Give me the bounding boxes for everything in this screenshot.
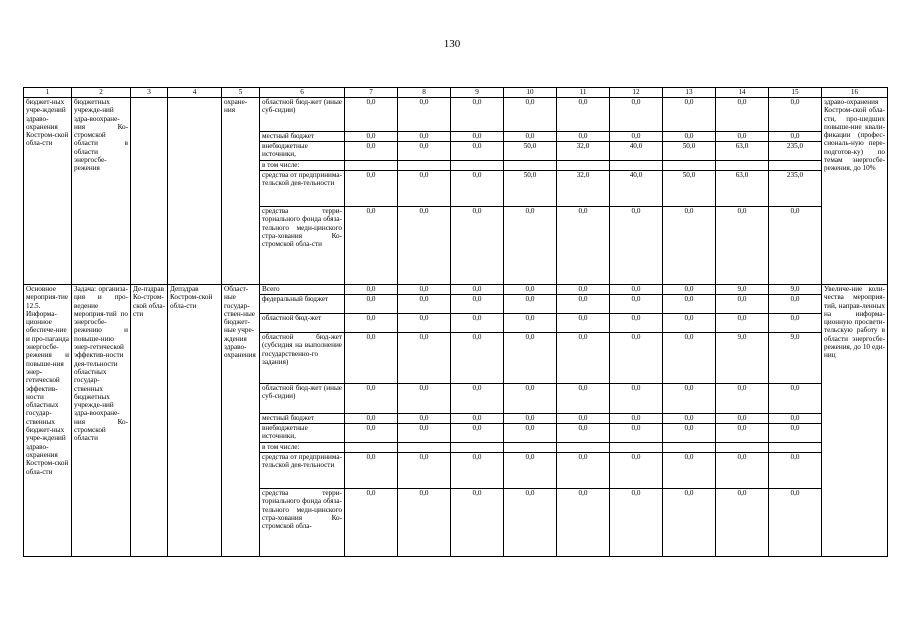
value-cell: 63,0	[716, 142, 769, 161]
value-cell: 0,0	[610, 384, 663, 414]
value-cell: 0,0	[451, 314, 504, 333]
value-cell: 0,0	[610, 453, 663, 489]
value-cell: 0,0	[345, 285, 398, 295]
column-header: 2	[72, 88, 131, 98]
value-cell: 9,0	[716, 333, 769, 384]
column-header: 10	[504, 88, 557, 98]
table-row	[24, 285, 888, 295]
value-cell: 0,0	[345, 424, 398, 443]
value-cell: 0,0	[451, 132, 504, 142]
value-cell	[398, 161, 451, 171]
participants-cell: Област-ные государ-ствен-ные бюджет-ные учре-ждения здраво-охранения	[222, 285, 260, 557]
value-cell: 0,0	[663, 424, 716, 443]
value-cell: 0,0	[345, 489, 398, 557]
value-cell: 0,0	[398, 424, 451, 443]
value-cell: 0,0	[451, 489, 504, 557]
value-cell: 0,0	[557, 414, 610, 424]
page-number: 130	[443, 38, 461, 50]
funding-source-cell: местный бюджет	[260, 132, 345, 142]
value-cell: 0,0	[610, 424, 663, 443]
funding-source-cell: местный бюджет	[260, 414, 345, 424]
value-cell: 0,0	[345, 414, 398, 424]
value-cell: 50,0	[504, 171, 557, 207]
value-cell	[504, 443, 557, 453]
column-header: 9	[451, 88, 504, 98]
value-cell: 0,0	[345, 453, 398, 489]
task-cell: бюджетных учрежде-ний здра-воохране-ния Ко-стромской области в области энергосбе-режения	[72, 98, 131, 285]
value-cell	[769, 443, 822, 453]
value-cell: 0,0	[663, 489, 716, 557]
value-cell: 0,0	[716, 132, 769, 142]
value-cell: 0,0	[398, 314, 451, 333]
table-row	[24, 98, 888, 132]
value-cell: 40,0	[610, 142, 663, 161]
coordinator-cell: Де-пздрав Ко-стром-ской обла-сти	[131, 285, 168, 557]
funding-source-cell: средства терри-ториального фонда обяза-тельного меди-цинского стра-хования Ко-стромской обла-сти	[260, 207, 345, 285]
value-cell: 0,0	[557, 453, 610, 489]
value-cell: 0,0	[345, 314, 398, 333]
value-cell: 0,0	[398, 295, 451, 314]
value-cell: 50,0	[663, 171, 716, 207]
funding-source-cell: внебюджетные источники,	[260, 424, 345, 443]
value-cell: 40,0	[610, 171, 663, 207]
value-cell: 0,0	[345, 142, 398, 161]
value-cell: 0,0	[769, 384, 822, 414]
value-cell	[663, 443, 716, 453]
value-cell: 0,0	[663, 453, 716, 489]
value-cell: 0,0	[398, 285, 451, 295]
value-cell: 0,0	[557, 333, 610, 384]
column-number-header	[24, 88, 888, 98]
value-cell: 0,0	[769, 453, 822, 489]
value-cell: 0,0	[451, 98, 504, 132]
value-cell: 0,0	[504, 384, 557, 414]
value-cell: 0,0	[716, 98, 769, 132]
funding-source-cell: областной бюд-жет (субсидия на выполнение государственно-го задания)	[260, 333, 345, 384]
value-cell: 32,0	[557, 171, 610, 207]
value-cell: 0,0	[663, 285, 716, 295]
value-cell	[345, 443, 398, 453]
value-cell: 0,0	[557, 132, 610, 142]
value-cell: 0,0	[504, 314, 557, 333]
value-cell: 0,0	[504, 453, 557, 489]
funding-source-cell: внебюджетные источники,	[260, 142, 345, 161]
value-cell: 0,0	[716, 207, 769, 285]
value-cell: 0,0	[716, 453, 769, 489]
value-cell: 9,0	[716, 285, 769, 295]
value-cell: 0,0	[398, 489, 451, 557]
value-cell: 0,0	[716, 314, 769, 333]
value-cell: 0,0	[345, 295, 398, 314]
value-cell: 0,0	[398, 384, 451, 414]
value-cell: 0,0	[716, 414, 769, 424]
value-cell: 0,0	[663, 314, 716, 333]
value-cell	[716, 443, 769, 453]
value-cell	[663, 161, 716, 171]
value-cell: 0,0	[610, 333, 663, 384]
value-cell: 0,0	[504, 295, 557, 314]
value-cell: 0,0	[345, 384, 398, 414]
value-cell	[557, 161, 610, 171]
value-cell: 0,0	[345, 132, 398, 142]
value-cell: 0,0	[451, 171, 504, 207]
value-cell: 0,0	[398, 171, 451, 207]
funding-source-cell: средства от предпринима-тельской дея-тельности	[260, 171, 345, 207]
column-header: 11	[557, 88, 610, 98]
value-cell: 0,0	[610, 489, 663, 557]
funding-source-cell: областной бюд-жет (иные суб-сидии)	[260, 98, 345, 132]
value-cell: 0,0	[769, 424, 822, 443]
value-cell: 0,0	[716, 424, 769, 443]
value-cell: 0,0	[769, 314, 822, 333]
value-cell: 0,0	[610, 295, 663, 314]
column-header: 16	[822, 88, 888, 98]
value-cell: 0,0	[504, 414, 557, 424]
value-cell	[769, 161, 822, 171]
task-cell: Задача: организа-ция и про-ведение мероприя-тий по энергосбе-режению и повыше-нию энер-гетической эффектив-ности дея-тельности областных государ-ственных бюджетных учрежде-ний здра-воохране-ния Ко-стромской области	[72, 285, 131, 557]
value-cell: 0,0	[663, 207, 716, 285]
column-header: 6	[260, 88, 345, 98]
value-cell: 0,0	[451, 414, 504, 424]
value-cell: 0,0	[398, 453, 451, 489]
responsible-cell	[168, 98, 222, 285]
responsible-cell: Депздрав Костром-ской обла-сти	[168, 285, 222, 557]
value-cell: 0,0	[345, 171, 398, 207]
program-measures-table	[23, 87, 888, 557]
funding-source-cell: в том числе:	[260, 443, 345, 453]
measure-name-cell: Основное мероприя-тие 12.5. Информа-ционное обеспече-ние и про-паганда энергосбе-режения и повыше-ния энер-гетической эффектив-ности областных государ-ственных бюджет-ных учре-ждений здраво-охранения Костром-ской обла-сти	[24, 285, 72, 557]
funding-source-cell: в том числе:	[260, 161, 345, 171]
value-cell	[716, 161, 769, 171]
value-cell: 0,0	[504, 285, 557, 295]
value-cell: 0,0	[451, 424, 504, 443]
value-cell: 0,0	[451, 384, 504, 414]
participants-cell: охране-ния	[222, 98, 260, 285]
column-header: 3	[131, 88, 168, 98]
funding-source-cell: Всего	[260, 285, 345, 295]
value-cell: 0,0	[557, 295, 610, 314]
column-header: 14	[716, 88, 769, 98]
value-cell: 9,0	[769, 285, 822, 295]
value-cell: 0,0	[451, 333, 504, 384]
funding-source-cell: средства терри-ториального фонда обяза-тельного меди-цинского стра-хования Ко-стромской обла-	[260, 489, 345, 557]
value-cell	[451, 443, 504, 453]
value-cell: 0,0	[504, 98, 557, 132]
value-cell: 0,0	[504, 207, 557, 285]
funding-source-cell: областной бюд-жет	[260, 314, 345, 333]
value-cell	[504, 161, 557, 171]
funding-source-cell: областной бюд-жет (иные суб-сидии)	[260, 384, 345, 414]
value-cell: 0,0	[398, 207, 451, 285]
block-continuation	[24, 98, 888, 285]
column-header: 13	[663, 88, 716, 98]
target-indicator-cell: здраво-охранения Костром-ской обла-сти, про-шедших повыше-ние квали-фикации (профес-сиональ-ную пере-подготов-ку) по темам энергосбе-режения, до 10%	[822, 98, 888, 285]
value-cell: 50,0	[504, 142, 557, 161]
value-cell: 235,0	[769, 171, 822, 207]
value-cell: 0,0	[663, 295, 716, 314]
value-cell: 0,0	[398, 132, 451, 142]
value-cell: 0,0	[504, 424, 557, 443]
value-cell: 0,0	[557, 489, 610, 557]
value-cell: 0,0	[504, 333, 557, 384]
value-cell: 0,0	[769, 489, 822, 557]
coordinator-cell	[131, 98, 168, 285]
value-cell: 63,0	[716, 171, 769, 207]
block-measure-12-5	[24, 285, 888, 557]
column-header: 12	[610, 88, 663, 98]
value-cell: 0,0	[610, 314, 663, 333]
value-cell: 0,0	[557, 207, 610, 285]
column-header: 15	[769, 88, 822, 98]
target-indicator-cell: Увеличе-ние коли-чества мероприя-тий, направ-ленных на информа-ционную просвети-тельскую работу в области энергосбе-режения, до 10 еди-ниц	[822, 285, 888, 557]
value-cell: 0,0	[663, 384, 716, 414]
value-cell: 0,0	[769, 98, 822, 132]
value-cell: 0,0	[451, 207, 504, 285]
value-cell: 50,0	[663, 142, 716, 161]
value-cell	[451, 161, 504, 171]
value-cell: 32,0	[557, 142, 610, 161]
value-cell: 0,0	[610, 207, 663, 285]
value-cell	[557, 443, 610, 453]
value-cell: 0,0	[610, 132, 663, 142]
value-cell	[610, 161, 663, 171]
value-cell: 0,0	[451, 142, 504, 161]
value-cell: 0,0	[451, 295, 504, 314]
value-cell: 0,0	[610, 285, 663, 295]
value-cell: 0,0	[398, 142, 451, 161]
funding-source-cell: средства от предпринима-тельской дея-тельности	[260, 453, 345, 489]
column-header: 8	[398, 88, 451, 98]
value-cell: 0,0	[769, 295, 822, 314]
value-cell: 0,0	[504, 132, 557, 142]
value-cell: 0,0	[663, 98, 716, 132]
value-cell: 0,0	[610, 98, 663, 132]
value-cell: 0,0	[345, 333, 398, 384]
value-cell: 0,0	[398, 414, 451, 424]
value-cell: 9,0	[769, 333, 822, 384]
value-cell: 0,0	[557, 285, 610, 295]
column-header: 1	[24, 88, 72, 98]
value-cell: 0,0	[557, 314, 610, 333]
value-cell: 0,0	[769, 414, 822, 424]
value-cell: 0,0	[451, 285, 504, 295]
measure-name-cell: бюджет-ных учре-ждений здраво-охранения Костром-ской обла-сти	[24, 98, 72, 285]
column-header: 4	[168, 88, 222, 98]
value-cell: 0,0	[663, 132, 716, 142]
value-cell: 0,0	[716, 489, 769, 557]
value-cell: 235,0	[769, 142, 822, 161]
value-cell: 0,0	[557, 424, 610, 443]
value-cell	[398, 443, 451, 453]
value-cell	[610, 443, 663, 453]
column-header: 5	[222, 88, 260, 98]
value-cell: 0,0	[610, 414, 663, 424]
value-cell: 0,0	[398, 98, 451, 132]
value-cell: 0,0	[557, 98, 610, 132]
funding-source-cell: федеральный бюджет	[260, 295, 345, 314]
value-cell: 0,0	[345, 207, 398, 285]
value-cell: 0,0	[769, 207, 822, 285]
value-cell: 0,0	[663, 414, 716, 424]
value-cell: 0,0	[557, 384, 610, 414]
value-cell: 0,0	[451, 453, 504, 489]
value-cell: 0,0	[504, 489, 557, 557]
column-header: 7	[345, 88, 398, 98]
value-cell: 0,0	[716, 384, 769, 414]
value-cell: 0,0	[663, 333, 716, 384]
value-cell	[345, 161, 398, 171]
value-cell: 0,0	[345, 98, 398, 132]
value-cell: 0,0	[769, 132, 822, 142]
value-cell: 0,0	[398, 333, 451, 384]
value-cell: 0,0	[716, 295, 769, 314]
